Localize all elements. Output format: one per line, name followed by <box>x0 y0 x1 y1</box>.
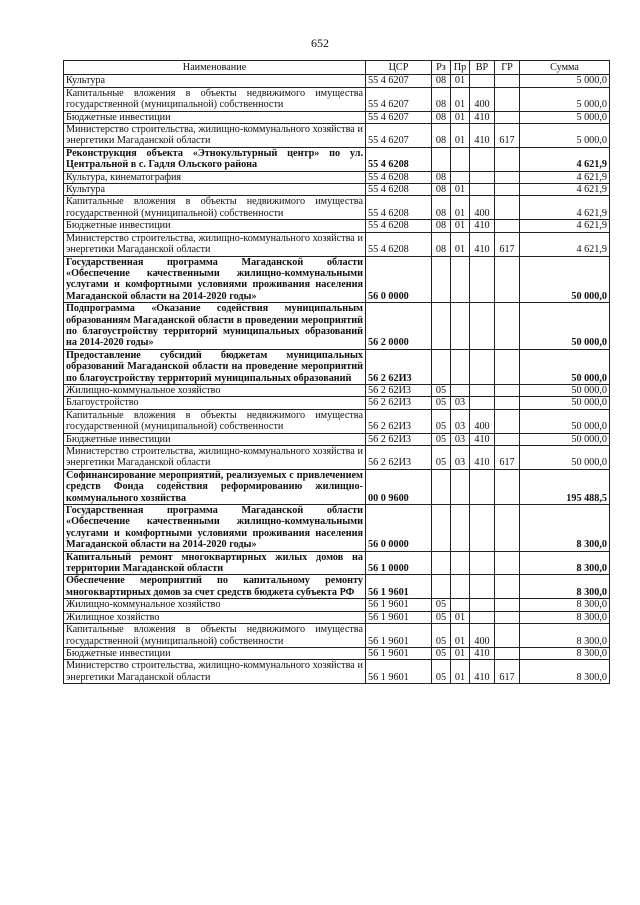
cell-pr: 01 <box>451 196 470 220</box>
cell-pr <box>451 171 470 183</box>
cell-rz: 08 <box>432 220 451 232</box>
table-row <box>64 303 610 350</box>
cell-vr: 410 <box>470 220 495 232</box>
cell-vr: 400 <box>470 624 495 648</box>
cell-gr <box>495 599 520 611</box>
cell-csr: 56 2 62И3 <box>366 409 432 433</box>
cell-rz: 08 <box>432 232 451 256</box>
cell-vr <box>470 75 495 87</box>
cell-csr: 56 2 0000 <box>366 303 432 350</box>
table-row <box>64 624 610 648</box>
cell-name: Обеспечение мероприятий по капитальному ремонту многоквартирных домов за счет средств бюджета субъекта РФ <box>64 575 366 599</box>
table-row <box>64 505 610 552</box>
cell-gr: 617 <box>495 124 520 148</box>
cell-rz: 05 <box>432 397 451 409</box>
cell-pr: 03 <box>451 433 470 445</box>
cell-rz <box>432 147 451 171</box>
header-gr: ГР <box>495 61 520 75</box>
cell-rz: 08 <box>432 196 451 220</box>
cell-csr: 56 2 62И3 <box>366 349 432 384</box>
table-row <box>64 87 610 111</box>
cell-sum: 195 488,5 <box>520 469 610 504</box>
table-row <box>64 647 610 659</box>
cell-gr <box>495 196 520 220</box>
table-row <box>64 446 610 470</box>
cell-gr <box>495 349 520 384</box>
table-row <box>64 611 610 623</box>
cell-gr <box>495 397 520 409</box>
cell-vr: 410 <box>470 433 495 445</box>
cell-name: Министерство строительства, жилищно-коммунального хозяйства и энергетики Магаданской области <box>64 660 366 684</box>
cell-pr: 03 <box>451 409 470 433</box>
cell-csr: 55 4 6208 <box>366 232 432 256</box>
cell-pr <box>451 349 470 384</box>
cell-csr: 56 2 62И3 <box>366 446 432 470</box>
cell-csr: 56 1 9601 <box>366 660 432 684</box>
cell-vr <box>470 575 495 599</box>
cell-rz: 08 <box>432 75 451 87</box>
cell-pr <box>451 469 470 504</box>
cell-sum: 8 300,0 <box>520 647 610 659</box>
cell-vr: 400 <box>470 87 495 111</box>
cell-vr <box>470 469 495 504</box>
header-rz: Рз <box>432 61 451 75</box>
cell-pr: 01 <box>451 184 470 196</box>
cell-pr: 01 <box>451 624 470 648</box>
cell-sum: 50 000,0 <box>520 256 610 303</box>
cell-sum: 5 000,0 <box>520 75 610 87</box>
cell-pr <box>451 384 470 396</box>
cell-pr: 01 <box>451 660 470 684</box>
cell-gr: 617 <box>495 446 520 470</box>
cell-sum: 5 000,0 <box>520 87 610 111</box>
cell-vr <box>470 303 495 350</box>
cell-vr <box>470 349 495 384</box>
cell-name: Капитальный ремонт многоквартирных жилых домов на территории Магаданской области <box>64 551 366 575</box>
cell-rz: 08 <box>432 111 451 123</box>
cell-csr: 00 0 9600 <box>366 469 432 504</box>
cell-pr: 01 <box>451 124 470 148</box>
cell-vr: 410 <box>470 124 495 148</box>
cell-gr <box>495 505 520 552</box>
cell-gr <box>495 384 520 396</box>
cell-rz: 05 <box>432 660 451 684</box>
cell-pr <box>451 147 470 171</box>
cell-name: Капитальные вложения в объекты недвижимого имущества государственной (муниципальной) собственности <box>64 196 366 220</box>
cell-csr: 55 4 6207 <box>366 87 432 111</box>
cell-rz: 08 <box>432 124 451 148</box>
cell-csr: 55 4 6208 <box>366 184 432 196</box>
header-pr: Пр <box>451 61 470 75</box>
header-vr: ВР <box>470 61 495 75</box>
cell-rz <box>432 349 451 384</box>
cell-rz: 05 <box>432 611 451 623</box>
cell-pr <box>451 551 470 575</box>
cell-name: Бюджетные инвестиции <box>64 111 366 123</box>
table-row <box>64 660 610 684</box>
cell-name: Софинансирование мероприятий, реализуемых с привлечением средств Фонда содействия реформированию жилищно-коммунального хозяйства <box>64 469 366 504</box>
cell-name: Культура <box>64 75 366 87</box>
cell-sum: 4 621,9 <box>520 147 610 171</box>
cell-csr: 56 1 9601 <box>366 599 432 611</box>
cell-csr: 56 2 62И3 <box>366 384 432 396</box>
cell-sum: 50 000,0 <box>520 409 610 433</box>
table-row <box>64 599 610 611</box>
cell-csr: 56 1 0000 <box>366 551 432 575</box>
cell-pr <box>451 303 470 350</box>
cell-sum: 4 621,9 <box>520 220 610 232</box>
cell-vr <box>470 384 495 396</box>
cell-rz: 05 <box>432 384 451 396</box>
header-sum: Сумма <box>520 61 610 75</box>
cell-csr: 55 4 6208 <box>366 171 432 183</box>
cell-gr <box>495 147 520 171</box>
cell-csr: 56 1 9601 <box>366 647 432 659</box>
cell-vr: 410 <box>470 446 495 470</box>
table-row <box>64 232 610 256</box>
table-row <box>64 469 610 504</box>
cell-rz: 05 <box>432 409 451 433</box>
cell-vr <box>470 551 495 575</box>
cell-rz: 08 <box>432 87 451 111</box>
cell-pr <box>451 599 470 611</box>
cell-pr: 01 <box>451 87 470 111</box>
cell-name: Бюджетные инвестиции <box>64 647 366 659</box>
table-row <box>64 147 610 171</box>
cell-vr: 410 <box>470 111 495 123</box>
cell-sum: 4 621,9 <box>520 184 610 196</box>
table-row <box>64 397 610 409</box>
cell-sum: 5 000,0 <box>520 124 610 148</box>
cell-csr: 55 4 6207 <box>366 111 432 123</box>
cell-name: Министерство строительства, жилищно-коммунального хозяйства и энергетики Магаданской области <box>64 446 366 470</box>
cell-name: Жилищно-коммунальное хозяйство <box>64 384 366 396</box>
cell-gr <box>495 256 520 303</box>
cell-name: Капитальные вложения в объекты недвижимого имущества государственной (муниципальной) собственности <box>64 409 366 433</box>
cell-sum: 50 000,0 <box>520 349 610 384</box>
cell-vr <box>470 611 495 623</box>
cell-gr <box>495 171 520 183</box>
cell-vr: 410 <box>470 647 495 659</box>
cell-sum: 8 300,0 <box>520 505 610 552</box>
cell-rz: 08 <box>432 171 451 183</box>
cell-gr <box>495 575 520 599</box>
header-csr: ЦСР <box>366 61 432 75</box>
cell-gr <box>495 611 520 623</box>
table-row <box>64 196 610 220</box>
cell-csr: 56 0 0000 <box>366 256 432 303</box>
cell-rz <box>432 469 451 504</box>
cell-gr <box>495 433 520 445</box>
table-row <box>64 551 610 575</box>
cell-gr <box>495 551 520 575</box>
table-row <box>64 256 610 303</box>
cell-vr: 400 <box>470 196 495 220</box>
cell-sum: 4 621,9 <box>520 196 610 220</box>
cell-csr: 56 1 9601 <box>366 611 432 623</box>
cell-sum: 5 000,0 <box>520 111 610 123</box>
cell-csr: 56 0 0000 <box>366 505 432 552</box>
cell-gr: 617 <box>495 232 520 256</box>
cell-name: Бюджетные инвестиции <box>64 433 366 445</box>
table-row <box>64 409 610 433</box>
cell-sum: 8 300,0 <box>520 551 610 575</box>
cell-vr <box>470 397 495 409</box>
cell-rz <box>432 575 451 599</box>
cell-pr: 03 <box>451 397 470 409</box>
cell-sum: 50 000,0 <box>520 384 610 396</box>
cell-csr: 55 4 6207 <box>366 75 432 87</box>
cell-gr <box>495 409 520 433</box>
cell-sum: 4 621,9 <box>520 232 610 256</box>
cell-name: Предоставление субсидий бюджетам муниципальных образований Магаданской области на проведение мероприятий по благоустройству территорий муниципальных образований <box>64 349 366 384</box>
cell-gr <box>495 184 520 196</box>
cell-csr: 56 1 9601 <box>366 575 432 599</box>
cell-sum: 8 300,0 <box>520 624 610 648</box>
cell-rz <box>432 505 451 552</box>
cell-gr <box>495 87 520 111</box>
cell-name: Капитальные вложения в объекты недвижимого имущества государственной (муниципальной) собственности <box>64 624 366 648</box>
cell-vr <box>470 147 495 171</box>
cell-name: Министерство строительства, жилищно-коммунального хозяйства и энергетики Магаданской области <box>64 124 366 148</box>
cell-vr <box>470 599 495 611</box>
cell-name: Культура <box>64 184 366 196</box>
cell-pr: 01 <box>451 220 470 232</box>
cell-gr: 617 <box>495 660 520 684</box>
table-row <box>64 124 610 148</box>
table-header-row <box>64 61 610 75</box>
cell-gr <box>495 75 520 87</box>
cell-sum: 8 300,0 <box>520 599 610 611</box>
cell-csr: 55 4 6208 <box>366 147 432 171</box>
table-row <box>64 184 610 196</box>
cell-csr: 56 2 62И3 <box>366 397 432 409</box>
cell-rz <box>432 303 451 350</box>
cell-gr <box>495 111 520 123</box>
cell-gr <box>495 303 520 350</box>
cell-csr: 55 4 6208 <box>366 220 432 232</box>
cell-name: Культура, кинематография <box>64 171 366 183</box>
cell-vr: 410 <box>470 232 495 256</box>
table-row <box>64 75 610 87</box>
cell-name: Благоустройство <box>64 397 366 409</box>
cell-pr <box>451 575 470 599</box>
cell-name: Капитальные вложения в объекты недвижимого имущества государственной (муниципальной) собственности <box>64 87 366 111</box>
cell-pr: 01 <box>451 647 470 659</box>
cell-sum: 8 300,0 <box>520 575 610 599</box>
cell-rz: 05 <box>432 599 451 611</box>
cell-name: Жилищное хозяйство <box>64 611 366 623</box>
cell-csr: 55 4 6207 <box>366 124 432 148</box>
header-name: Наименование <box>64 61 366 75</box>
cell-pr: 01 <box>451 111 470 123</box>
cell-name: Министерство строительства, жилищно-коммунального хозяйства и энергетики Магаданской области <box>64 232 366 256</box>
cell-name: Подпрограмма «Оказание содействия муниципальным образованиям Магаданской области в проведении мероприятий по благоустройству территорий муниципальных образований на 2014-2020 годы» <box>64 303 366 350</box>
cell-csr: 56 2 62И3 <box>366 433 432 445</box>
cell-name: Бюджетные инвестиции <box>64 220 366 232</box>
cell-name: Жилищно-коммунальное хозяйство <box>64 599 366 611</box>
cell-name: Государственная программа Магаданской области «Обеспечение качественными жилищно-коммунальными услугами и комфортными условиями проживания населения Магаданской области на 2014-2020 годы» <box>64 256 366 303</box>
cell-rz <box>432 256 451 303</box>
cell-csr: 56 1 9601 <box>366 624 432 648</box>
table-row <box>64 220 610 232</box>
cell-gr <box>495 624 520 648</box>
cell-sum: 8 300,0 <box>520 660 610 684</box>
cell-rz: 08 <box>432 184 451 196</box>
cell-sum: 50 000,0 <box>520 446 610 470</box>
cell-csr: 55 4 6208 <box>366 196 432 220</box>
cell-pr: 01 <box>451 611 470 623</box>
table-row <box>64 575 610 599</box>
table-row <box>64 111 610 123</box>
cell-pr <box>451 256 470 303</box>
cell-rz: 05 <box>432 647 451 659</box>
cell-gr <box>495 647 520 659</box>
cell-vr <box>470 184 495 196</box>
cell-pr: 01 <box>451 232 470 256</box>
cell-vr <box>470 171 495 183</box>
cell-sum: 50 000,0 <box>520 397 610 409</box>
cell-vr: 400 <box>470 409 495 433</box>
cell-rz <box>432 551 451 575</box>
table-row <box>64 433 610 445</box>
cell-sum: 4 621,9 <box>520 171 610 183</box>
cell-rz: 05 <box>432 433 451 445</box>
budget-table <box>63 60 610 684</box>
cell-name: Реконструкция объекта «Этнокультурный центр» по ул. Центральной в с. Гадля Ольского района <box>64 147 366 171</box>
table-row <box>64 349 610 384</box>
cell-gr <box>495 469 520 504</box>
cell-vr <box>470 505 495 552</box>
cell-name: Государственная программа Магаданской области «Обеспечение качественными жилищно-коммунальными услугами и комфортными условиями проживания населения Магаданской области на 2014-2020 годы» <box>64 505 366 552</box>
cell-sum: 50 000,0 <box>520 433 610 445</box>
cell-pr <box>451 505 470 552</box>
cell-rz: 05 <box>432 446 451 470</box>
cell-rz: 05 <box>432 624 451 648</box>
cell-pr: 03 <box>451 446 470 470</box>
table-row <box>64 384 610 396</box>
page-number: 652 <box>311 36 329 50</box>
cell-vr: 410 <box>470 660 495 684</box>
cell-gr <box>495 220 520 232</box>
cell-pr: 01 <box>451 75 470 87</box>
cell-sum: 8 300,0 <box>520 611 610 623</box>
cell-vr <box>470 256 495 303</box>
table-row <box>64 171 610 183</box>
cell-sum: 50 000,0 <box>520 303 610 350</box>
